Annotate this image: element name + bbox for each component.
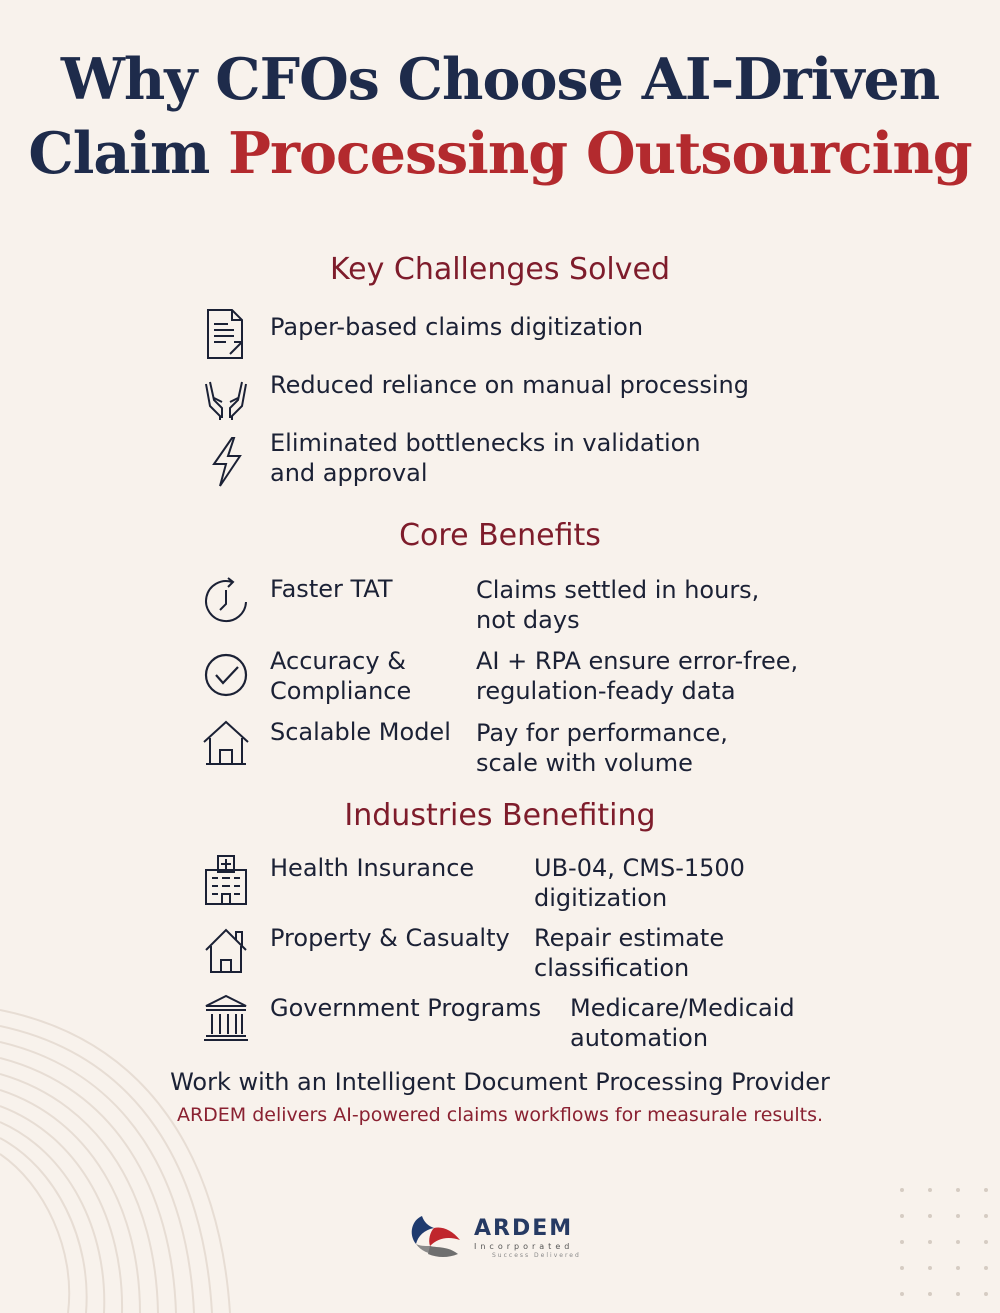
check-circle-icon xyxy=(202,647,250,703)
document-arrow-icon xyxy=(202,306,250,362)
benefit-label: Accuracy & xyxy=(270,647,406,675)
benefit-desc: Pay for performance, xyxy=(476,719,728,747)
industry-label: Government Programs xyxy=(270,994,542,1022)
industry-desc: Medicare/Medicaid xyxy=(570,994,795,1022)
page-title-line-2 xyxy=(0,120,1000,187)
logo-name: ARDEM xyxy=(474,1216,574,1241)
industry-desc-cont: automation xyxy=(570,1024,709,1052)
ardem-logo-mark xyxy=(408,1210,466,1262)
hands-icon xyxy=(202,372,250,428)
title-accent: Processing Outsourcing xyxy=(228,120,972,187)
challenge-item: Reduced reliance on manual processing xyxy=(270,371,749,399)
challenge-item-cont: and approval xyxy=(270,459,428,487)
home-icon xyxy=(202,922,250,978)
ardem-logo xyxy=(408,1206,598,1266)
industry-label: Health Insurance xyxy=(270,854,475,882)
section-heading-challenges: Key Challenges Solved xyxy=(329,252,671,287)
industry-desc-cont: classification xyxy=(534,954,690,982)
house-icon xyxy=(202,716,250,772)
title-plain: Claim xyxy=(28,120,229,187)
benefit-desc: AI + RPA ensure error-free, xyxy=(476,647,799,675)
page-title-line-1: Why CFOs Choose AI-Driven xyxy=(60,46,940,113)
industry-desc: UB-04, CMS-1500 xyxy=(534,854,745,882)
challenge-item: Eliminated bottlenecks in validation xyxy=(270,429,701,457)
benefit-label: Scalable Model xyxy=(270,718,451,746)
industry-label: Property & Casualty xyxy=(270,924,510,952)
cta-heading: Work with an Intelligent Document Processing Provider xyxy=(170,1068,830,1096)
benefit-label: Faster TAT xyxy=(270,575,393,603)
cta-subtext: ARDEM delivers AI-powered claims workflows for measurale results. xyxy=(176,1104,824,1126)
clock-arrow-icon xyxy=(202,574,250,630)
lightning-icon xyxy=(202,434,250,490)
logo-tagline: Success Delivered xyxy=(492,1252,581,1259)
hospital-icon xyxy=(202,852,250,908)
industry-desc: Repair estimate xyxy=(534,924,725,952)
section-heading-industries: Industries Benefiting xyxy=(344,798,656,833)
decorative-dot-grid xyxy=(896,1184,996,1304)
industry-desc-cont: digitization xyxy=(534,884,668,912)
benefit-desc-cont: regulation-feady data xyxy=(476,677,736,705)
benefit-label-cont: Compliance xyxy=(270,677,412,705)
benefit-desc: Claims settled in hours, xyxy=(476,576,760,604)
government-building-icon xyxy=(202,990,250,1046)
logo-subtitle: Incorporated xyxy=(474,1242,574,1251)
benefit-desc-cont: not days xyxy=(476,606,580,634)
benefit-desc-cont: scale with volume xyxy=(476,749,693,777)
section-heading-benefits: Core Benefits xyxy=(399,518,601,553)
challenge-item: Paper-based claims digitization xyxy=(270,313,644,341)
